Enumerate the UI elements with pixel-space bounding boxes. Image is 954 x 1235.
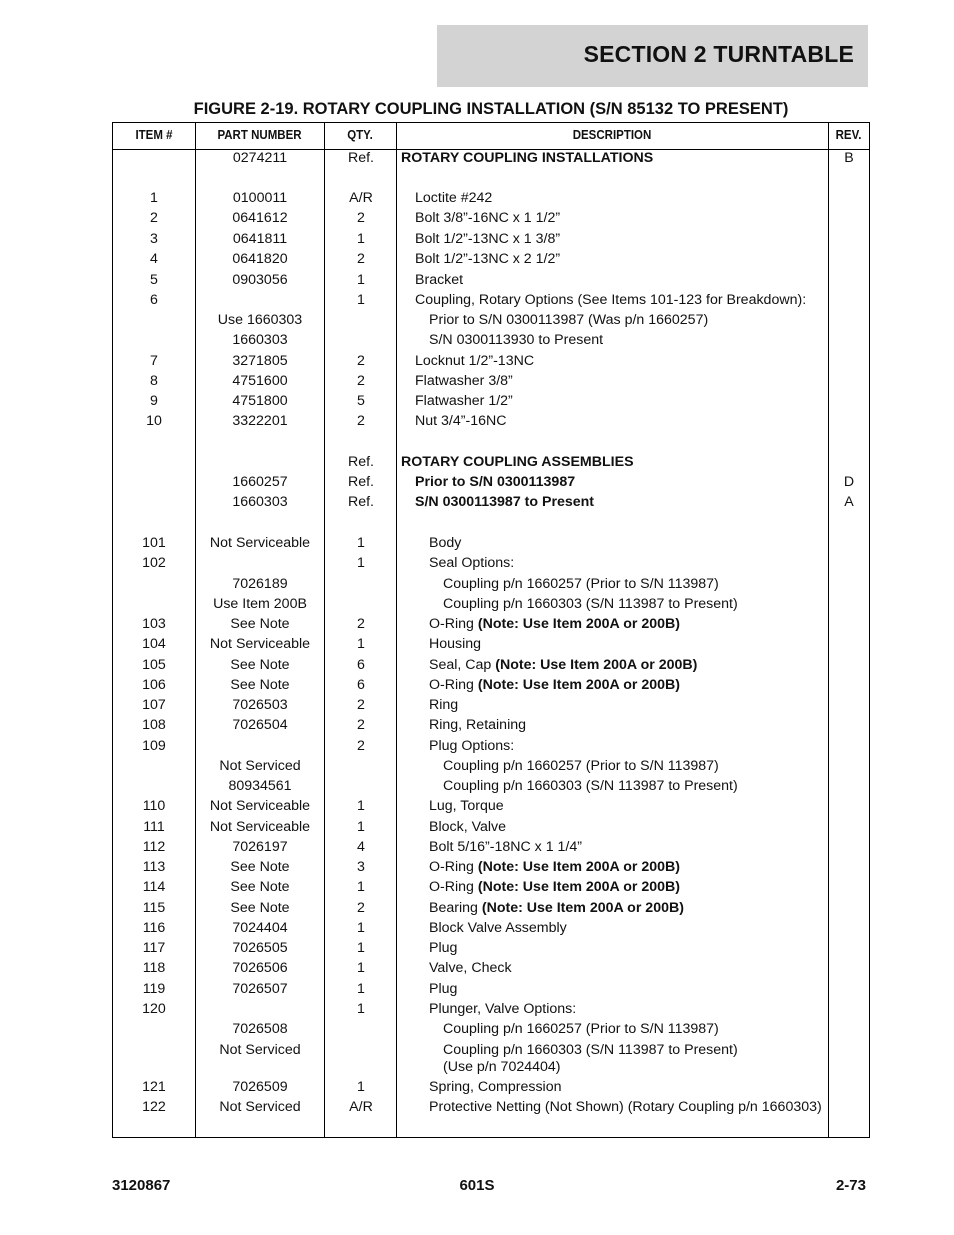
description [401,1021,871,1038]
part-number: 7026505 [232,940,288,956]
quantity: 2 [357,616,365,632]
item-number: 116 [142,920,166,936]
item-number: 3 [150,231,158,247]
quantity: Ref. [347,150,375,166]
item-number: 106 [142,677,166,693]
description-note: (Note: Use Item 200A or 200B) [481,900,684,916]
description-text: Bolt 1/2”-13NC x 1 3/8” [415,231,561,247]
item-number: 112 [142,839,166,855]
description [401,920,857,937]
part-number: 7026504 [232,717,288,733]
quantity: 5 [357,393,365,409]
description [401,839,857,856]
part-number: See Note [230,677,290,693]
column-header-description: DESCRIPTION [572,128,652,142]
item-number: 5 [150,272,158,288]
description [401,940,857,957]
description-text: Ring, Retaining [429,717,527,733]
description-text: Nut 3/4”-16NC [415,413,507,429]
description [401,292,843,309]
part-number: 0641820 [232,251,288,267]
part-number: Not Serviced [219,1099,301,1115]
part-number: 7026508 [232,1021,288,1037]
description-note: (Note: Use Item 200A or 200B) [477,677,680,693]
description [401,1001,857,1018]
description-text: S/N 0300113930 to Present [429,332,604,348]
description-text: O-Ring [429,677,478,693]
quantity: 2 [357,251,365,267]
part-number: Not Serviced [219,1042,301,1058]
item-number: 121 [142,1079,166,1095]
description [401,353,843,370]
part-number: Not Serviceable [209,636,311,652]
description [401,413,843,430]
part-number: See Note [230,859,290,875]
description-text: Bearing [429,900,482,916]
quantity: A/R [349,1099,373,1115]
description [401,859,857,876]
quantity: Ref. [347,454,375,470]
description [401,798,857,815]
quantity: Ref. [347,494,375,510]
quantity: 1 [357,981,365,997]
description-text: Bolt 5/16”-18NC x 1 1/4” [429,839,582,855]
item-number: 7 [150,353,158,369]
part-number: See Note [230,616,290,632]
quantity: 2 [357,717,365,733]
quantity: 1 [357,1001,365,1017]
description [401,636,857,653]
description-text: Coupling p/n 1660257 (Prior to S/N 113987) [443,758,719,774]
part-number: 4751600 [232,373,288,389]
description-note: (Note: Use Item 200A or 200B) [477,879,680,895]
quantity: Ref. [347,474,375,490]
quantity: 1 [357,636,365,652]
description-text: Plug [429,981,458,997]
item-number: 102 [142,555,166,571]
quantity: 2 [357,697,365,713]
description-text: Coupling p/n 1660257 (Prior to S/N 113987) [443,576,719,592]
item-number: 111 [143,819,165,835]
description-text: Coupling p/n 1660257 (Prior to S/N 113987) [443,1021,719,1037]
item-number: 110 [142,798,166,814]
description-text: Coupling p/n 1660303 (S/N 113987 to Present) [443,596,738,612]
description-text: Plunger, Valve Options: [429,1001,577,1017]
part-number: 0274211 [232,150,288,166]
item-number: 1 [150,190,158,206]
description-text: Plug [429,940,458,956]
part-number: Not Serviced [219,758,301,774]
item-number: 8 [150,373,158,389]
item-number: 113 [142,859,166,875]
description-text: Bolt 1/2”-13NC x 2 1/2” [415,251,561,267]
description-text: Coupling p/n 1660303 (S/N 113987 to Present) [443,778,738,794]
quantity: 2 [357,353,365,369]
column-header-item: ITEM # [135,128,173,142]
quantity: 1 [357,798,365,814]
column-header-part-number: PART NUMBER [217,128,302,142]
column-header-rev: REV. [835,128,862,142]
description [401,758,871,775]
description-text: Seal, Cap [429,657,496,673]
description [401,494,843,511]
part-number: 1660257 [232,474,288,490]
quantity: 2 [357,900,365,916]
item-number: 120 [142,1001,166,1017]
quantity: 1 [357,879,365,895]
description [401,596,871,613]
section-banner [437,25,868,87]
description-text: Locknut 1/2”-13NC [415,353,535,369]
description [401,312,857,329]
description-text: O-Ring [429,859,478,875]
part-number: 1660303 [232,494,288,510]
quantity: 2 [357,210,365,226]
revision: D [843,474,855,490]
description-text: (Use p/n 7024404) [443,1059,561,1075]
description-text: Spring, Compression [429,1079,562,1095]
description [401,738,857,755]
description [401,819,857,836]
part-number: See Note [230,879,290,895]
description-text: Housing [429,636,482,652]
quantity: 1 [357,920,365,936]
description [401,616,857,633]
part-number: See Note [230,900,290,916]
item-number: 115 [142,900,166,916]
footer-model: 601S [459,1177,495,1194]
item-number: 109 [142,738,166,754]
part-number: 1660303 [232,332,288,348]
quantity: 1 [357,292,365,308]
description [401,677,857,694]
part-number: 7026197 [232,839,288,855]
part-number: 80934561 [228,778,292,794]
quantity: 4 [357,839,365,855]
part-number: 4751800 [232,393,288,409]
description-text: ROTARY COUPLING INSTALLATIONS [401,150,654,166]
item-number: 119 [142,981,166,997]
description-text: Valve, Check [429,960,512,976]
description [401,717,857,734]
description [401,474,843,491]
revision: A [844,494,854,510]
description-text: Ring [429,697,459,713]
item-number: 118 [142,960,166,976]
description-text: Block, Valve [429,819,507,835]
description-note: (Note: Use Item 200A or 200B) [495,657,698,673]
description-text: O-Ring [429,616,478,632]
quantity: 1 [357,940,365,956]
part-number: 0641811 [232,231,288,247]
description [401,272,843,289]
item-number: 107 [142,697,166,713]
item-number: 101 [142,535,166,551]
description-text: Prior to S/N 0300113987 [415,474,576,490]
item-number: 104 [142,636,166,652]
description-text: S/N 0300113987 to Present [415,494,595,510]
description [401,1059,871,1076]
description-text: Lug, Torque [429,798,504,814]
description [401,251,843,268]
item-number: 4 [150,251,158,267]
quantity: 6 [357,677,365,693]
item-number: 114 [142,879,166,895]
description [401,1079,857,1096]
part-number: 0903056 [232,272,288,288]
part-number: Not Serviceable [209,819,311,835]
description [401,1099,857,1116]
description [401,150,829,167]
parts-table [112,122,870,1138]
part-number: 7026509 [232,1079,288,1095]
quantity: 3 [357,859,365,875]
description [401,231,843,248]
description-text: ROTARY COUPLING ASSEMBLIES [401,454,634,470]
item-number: 2 [150,210,158,226]
description [401,393,843,410]
description-text: Prior to S/N 0300113987 (Was p/n 1660257) [429,312,709,328]
quantity: 2 [357,373,365,389]
part-number: 0100011 [232,190,288,206]
description-note: (Note: Use Item 200A or 200B) [477,859,680,875]
description-text: Plug Options: [429,738,515,754]
footer-page-number: 2-73 [835,1177,866,1194]
description [401,190,843,207]
part-number: Use Item 200B [213,596,307,612]
description [401,373,843,390]
part-number: 7026503 [232,697,288,713]
description [401,210,843,227]
description [401,1042,871,1059]
description-text: Coupling, Rotary Options (See Items 101-123 for Breakdown): [415,292,807,308]
description-text: Protective Netting (Not Shown) (Rotary Coupling p/n 1660303) [429,1099,822,1115]
item-number: 117 [142,940,166,956]
description [401,879,857,896]
description [401,900,857,917]
description-text: O-Ring [429,879,478,895]
quantity: A/R [349,190,373,206]
description [401,697,857,714]
part-number: Use 1660303 [217,312,303,328]
item-number: 6 [150,292,158,308]
part-number: 7026507 [232,981,288,997]
description-text: Flatwasher 3/8” [415,373,513,389]
part-number: 0641612 [232,210,288,226]
description [401,778,871,795]
description [401,981,857,998]
description [401,332,857,349]
description [401,576,871,593]
quantity: 1 [357,819,365,835]
figure-title: FIGURE 2-19. ROTARY COUPLING INSTALLATION (S/N 85132 TO PRESENT) [193,100,789,118]
item-number: 108 [142,717,166,733]
quantity: 1 [357,555,365,571]
quantity: 1 [357,535,365,551]
quantity: 1 [357,231,365,247]
part-number: See Note [230,657,290,673]
item-number: 103 [142,616,166,632]
description [401,555,857,572]
part-number: 7026506 [232,960,288,976]
item-number: 9 [150,393,158,409]
part-number: 3271805 [232,353,288,369]
description-text: Loctite #242 [415,190,493,206]
description-text: Bracket [415,272,464,288]
description [401,535,857,552]
revision: B [844,150,854,166]
column-header-qty: QTY. [347,128,373,142]
quantity: 6 [357,657,365,673]
section-title: SECTION 2 TURNTABLE [583,41,854,67]
part-number: Not Serviceable [209,798,311,814]
description-text: Bolt 3/8”-16NC x 1 1/2” [415,210,561,226]
part-number: Not Serviceable [209,535,311,551]
quantity: 1 [357,272,365,288]
description [401,657,857,674]
item-number: 122 [142,1099,166,1115]
item-number: 10 [146,413,162,429]
quantity: 1 [357,1079,365,1095]
description-text: Coupling p/n 1660303 (S/N 113987 to Present) [443,1042,738,1058]
description-note: (Note: Use Item 200A or 200B) [477,616,680,632]
description [401,960,857,977]
part-number: 7026189 [232,576,288,592]
part-number: 3322201 [232,413,288,429]
item-number: 105 [142,657,166,673]
description [401,454,829,471]
description-text: Seal Options: [429,555,515,571]
description-text: Body [429,535,462,551]
quantity: 1 [357,960,365,976]
quantity: 2 [357,738,365,754]
footer-document-number: 3120867 [112,1177,171,1194]
quantity: 2 [357,413,365,429]
part-number: 7024404 [232,920,288,936]
description-text: Flatwasher 1/2” [415,393,513,409]
description-text: Block Valve Assembly [429,920,567,936]
